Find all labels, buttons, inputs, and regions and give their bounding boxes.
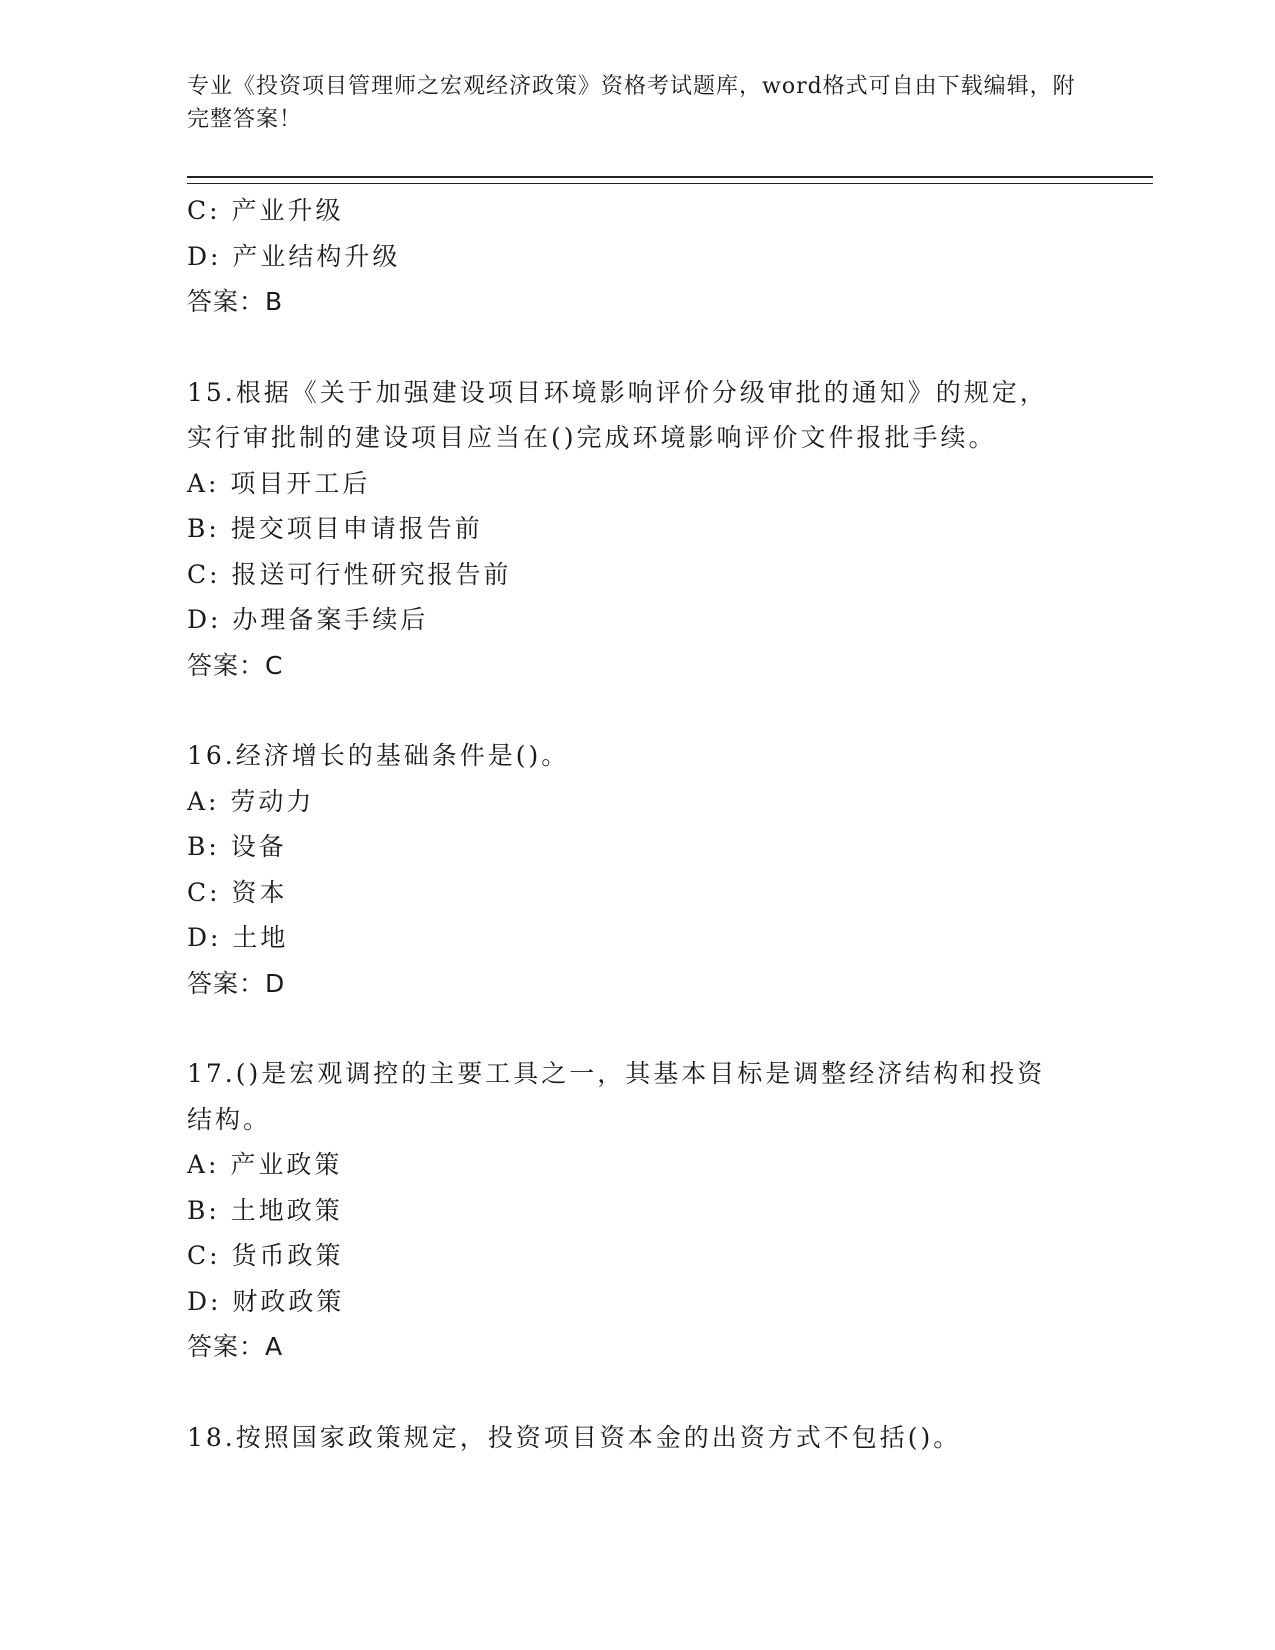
option-d: D: 产业结构升级 bbox=[187, 241, 401, 271]
option-b: B: 土地政策 bbox=[187, 1195, 343, 1225]
option-d: D: 办理备案手续后 bbox=[187, 605, 429, 634]
option-b: B: 设备 bbox=[187, 832, 287, 861]
question-stem: 16.经济增长的基础条件是()。 bbox=[187, 741, 570, 770]
question-stem: 17.()是宏观调控的主要工具之一，其基本目标是调整经济结构和投资 bbox=[187, 1059, 1046, 1088]
option-c: C: 产业升级 bbox=[187, 196, 344, 225]
question-list bbox=[187, 188, 1087, 1460]
question-stem: 结构。 bbox=[187, 1104, 272, 1134]
option-a: A: 项目开工后 bbox=[187, 468, 371, 498]
question-17 bbox=[187, 1051, 1087, 1370]
option-d: D: 财政政策 bbox=[187, 1286, 345, 1316]
answer: 答案：A bbox=[187, 1332, 284, 1361]
option-c: C: 资本 bbox=[187, 877, 288, 907]
option-d: D: 土地 bbox=[187, 923, 289, 952]
header-divider-thin bbox=[187, 183, 1153, 184]
answer: 答案：B bbox=[187, 287, 284, 316]
header-divider-thick bbox=[187, 176, 1153, 178]
question-stem: 15.根据《关于加强建设项目环境影响评价分级审批的通知》的规定， bbox=[187, 377, 1048, 407]
option-c: C: 货币政策 bbox=[187, 1241, 344, 1270]
question-stem: 实行审批制的建设项目应当在()完成环境影响评价文件报批手续。 bbox=[187, 423, 997, 452]
option-c: C: 报送可行性研究报告前 bbox=[187, 559, 512, 589]
option-a: A: 产业政策 bbox=[187, 1150, 343, 1179]
answer: 答案：C bbox=[187, 650, 284, 680]
question-18 bbox=[187, 1415, 1087, 1461]
option-b: B: 提交项目申请报告前 bbox=[187, 514, 483, 543]
document-header: 专业《投资项目管理师之宏观经济政策》资格考试题库，word格式可自由下载编辑，附完整答案！ bbox=[187, 74, 1076, 132]
question-16 bbox=[187, 733, 1087, 1006]
question-stem: 18.按照国家政策规定，投资项目资本金的出资方式不包括()。 bbox=[187, 1422, 962, 1452]
question-15 bbox=[187, 370, 1087, 689]
option-a: A: 劳动力 bbox=[187, 786, 315, 816]
answer: 答案：D bbox=[187, 968, 286, 998]
